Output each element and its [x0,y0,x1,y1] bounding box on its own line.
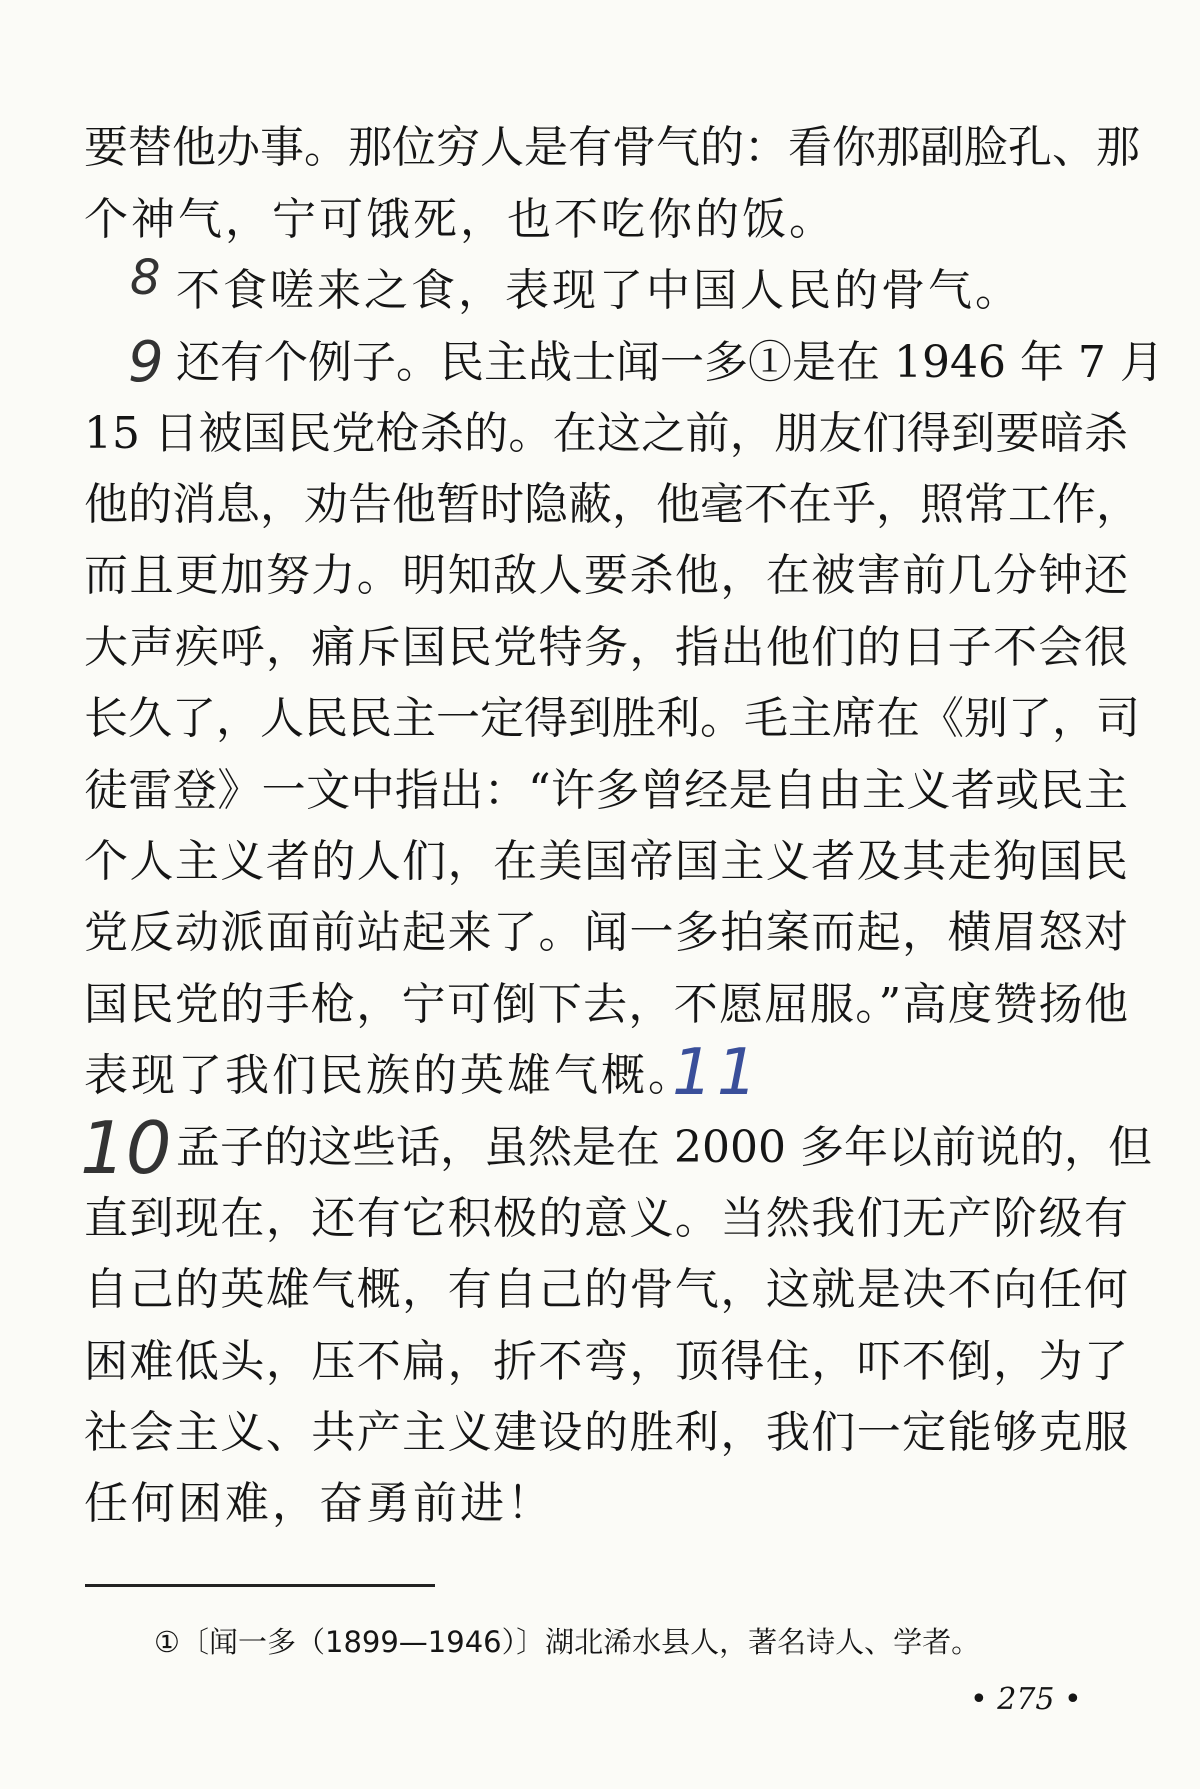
text-line: 任何困难，奋勇前进！ [84,1478,554,1529]
text-line: 社会主义、共产主义建设的胜利，我们一定能够克服 [84,1407,1128,1458]
text-line: 要替他办事。那位穷人是有骨气的：看你那副脸孔、那 [84,122,1140,173]
text-line: 还有个例子。民主战士闻一多①是在 1946 年 7 月 [176,337,1164,388]
handwritten-number-9: 9 [128,330,164,395]
text-line: 表现了我们民族的英雄气概。 [84,1050,695,1101]
text-line: 长久了，人民民主一定得到胜利。毛主席在《别了，司 [84,693,1140,744]
text-line: 大声疾呼，痛斥国民党特务，指出他们的日子不会很 [84,622,1128,673]
text-line: 他的消息，劝告他暂时隐蔽，他毫不在乎，照常工作， [84,479,1140,530]
text-line: 而且更加努力。明知敌人要杀他，在被害前几分钟还 [84,550,1128,601]
handwritten-number-8: 8 [130,250,161,306]
text-line: 国民党的手枪，宁可倒下去，不愿屈服。”高度赞扬他 [84,979,1128,1030]
text-line: 个神气，宁可饿死，也不吃你的饭。 [84,194,836,245]
text-line: 个人主义者的人们，在美国帝国主义者及其走狗国民 [84,836,1128,887]
text-line: 直到现在，还有它积极的意义。当然我们无产阶级有 [84,1193,1128,1244]
text-line: 徒雷登》一文中指出：“许多曾经是自由主义者或民主 [84,765,1128,816]
handwritten-number-10: 10 [80,1106,172,1190]
text-line: 困难低头，压不扁，折不弯，顶得住，吓不倒，为了 [84,1336,1128,1387]
footnote-divider [85,1584,435,1587]
page-number: • 275 • [970,1682,1082,1717]
footnote: ①〔闻一多（1899—1946）〕湖北浠水县人，著名诗人、学者。 [154,1625,981,1659]
text-line: 不食嗟来之食，表现了中国人民的骨气。 [176,265,1022,316]
text-line: 15 日被国民党枪杀的。在这之前，朋友们得到要暗杀 [84,408,1128,459]
text-line: 自己的英雄气概，有自己的骨气，这就是决不向任何 [84,1264,1128,1315]
text-line: 党反动派面前站起来了。闻一多拍案而起，横眉怒对 [84,907,1128,958]
handwritten-number-11: 11 [672,1036,762,1110]
text-line: 孟子的这些话，虽然是在 2000 多年以前说的，但 [176,1122,1152,1173]
